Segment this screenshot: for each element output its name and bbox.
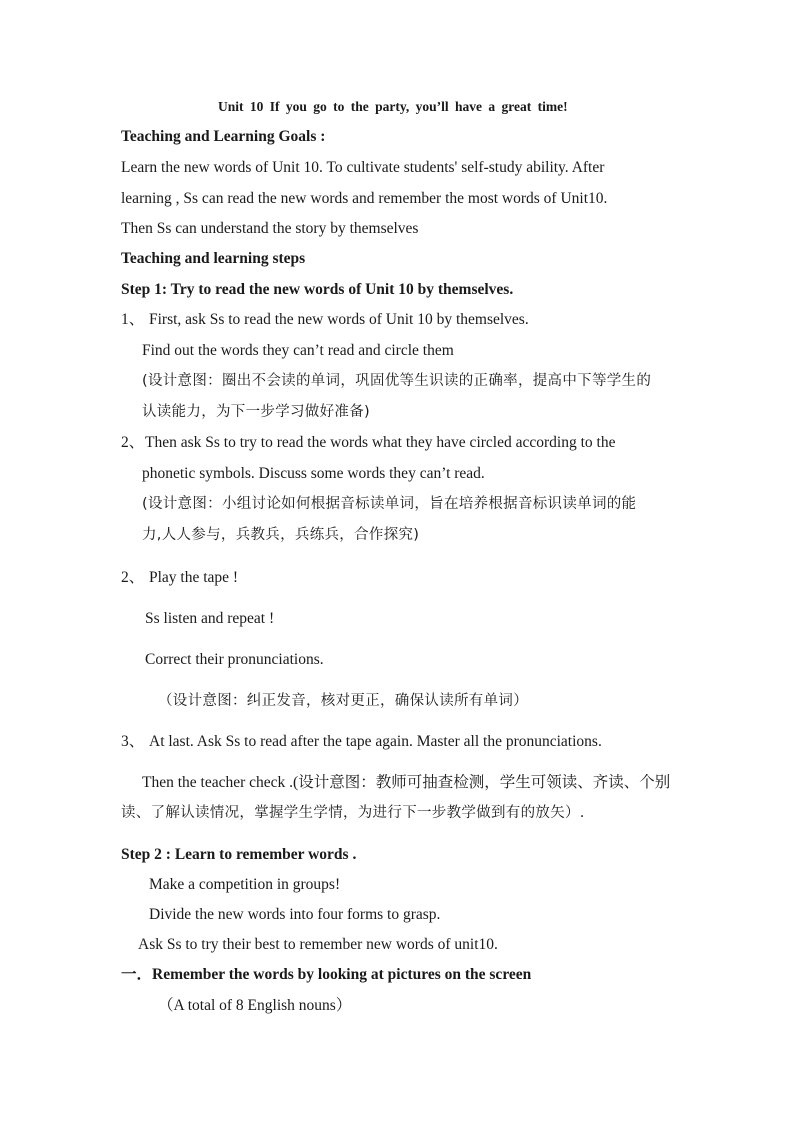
goals-heading: Teaching and Learning Goals :: [121, 128, 326, 145]
goals-line-3: Then Ss can understand the story by themselves: [121, 220, 419, 237]
step1-item3-note: （设计意图：纠正发音，核对更正，确保认读所有单词）: [158, 693, 528, 709]
step1-item1-note1: (设计意图：圈出不会读的单词，巩固优等生识读的正确率，提高中下等学生的: [142, 373, 652, 389]
step1-item2-line1: Then ask Ss to try to read the words what they have circled according to the: [145, 434, 616, 451]
step1-item3-line1: Play the tape !: [149, 569, 239, 586]
step1-item3-line2: Ss listen and repeat !: [145, 610, 275, 627]
step1-item1-line1: First, ask Ss to read the new words of Unit 10 by themselves.: [149, 311, 529, 328]
step1-item2-note1: (设计意图：小组讨论如何根据音标读单词，旨在培养根据音标识读单词的能: [142, 496, 637, 512]
step2-line-1: Make a competition in groups!: [149, 876, 341, 893]
step2-section1-heading: 一．Remember the words by looking at pictures on the screen: [121, 966, 532, 983]
step1-item3-line3: Correct their pronunciations.: [145, 651, 324, 668]
step2-line-3: Ask Ss to try their best to remember new words of unit10.: [138, 936, 498, 953]
step1-item4-number: 3、: [121, 733, 145, 750]
step1-item3-number: 2、: [121, 569, 145, 586]
document-title: Unit 10 If you go to the party, you’ll have a great time!: [218, 99, 568, 114]
step1-item2-note2: 力,人人参与，兵教兵，兵练兵，合作探究): [142, 527, 420, 543]
step1-item4-line3: 读、了解认读情况，掌握学生学情，为进行下一步教学做到有的放矢）.: [121, 805, 585, 821]
step1-item1-note2: 认读能力，为下一步学习做好准备): [142, 404, 370, 420]
step1-item2-line2: phonetic symbols. Discuss some words they can’t read.: [142, 465, 485, 482]
goals-line-2: learning , Ss can read the new words and remember the most words of Unit10.: [121, 190, 608, 207]
goals-line-1: Learn the new words of Unit 10. To cultivate students' self-study ability. After: [121, 159, 605, 176]
step1-item1-line2: Find out the words they can’t read and circle them: [142, 342, 454, 359]
step1-item4-line2: Then the teacher check .(设计意图：教师可抽查检测，学生可领读、齐读、个别: [142, 774, 671, 791]
step2-line-2: Divide the new words into four forms to grasp.: [149, 906, 441, 923]
step2-section1-note: （A total of 8 English nouns）: [158, 997, 352, 1014]
step1-item4-line1: At last. Ask Ss to read after the tape again. Master all the pronunciations.: [149, 733, 602, 750]
steps-heading: Teaching and learning steps: [121, 250, 306, 267]
step2-heading: Step 2 : Learn to remember words .: [121, 846, 357, 863]
step1-item2-number: 2、: [121, 434, 145, 451]
step1-item1-number: 1、: [121, 311, 145, 328]
step1-heading: Step 1: Try to read the new words of Unit 10 by themselves.: [121, 281, 514, 298]
